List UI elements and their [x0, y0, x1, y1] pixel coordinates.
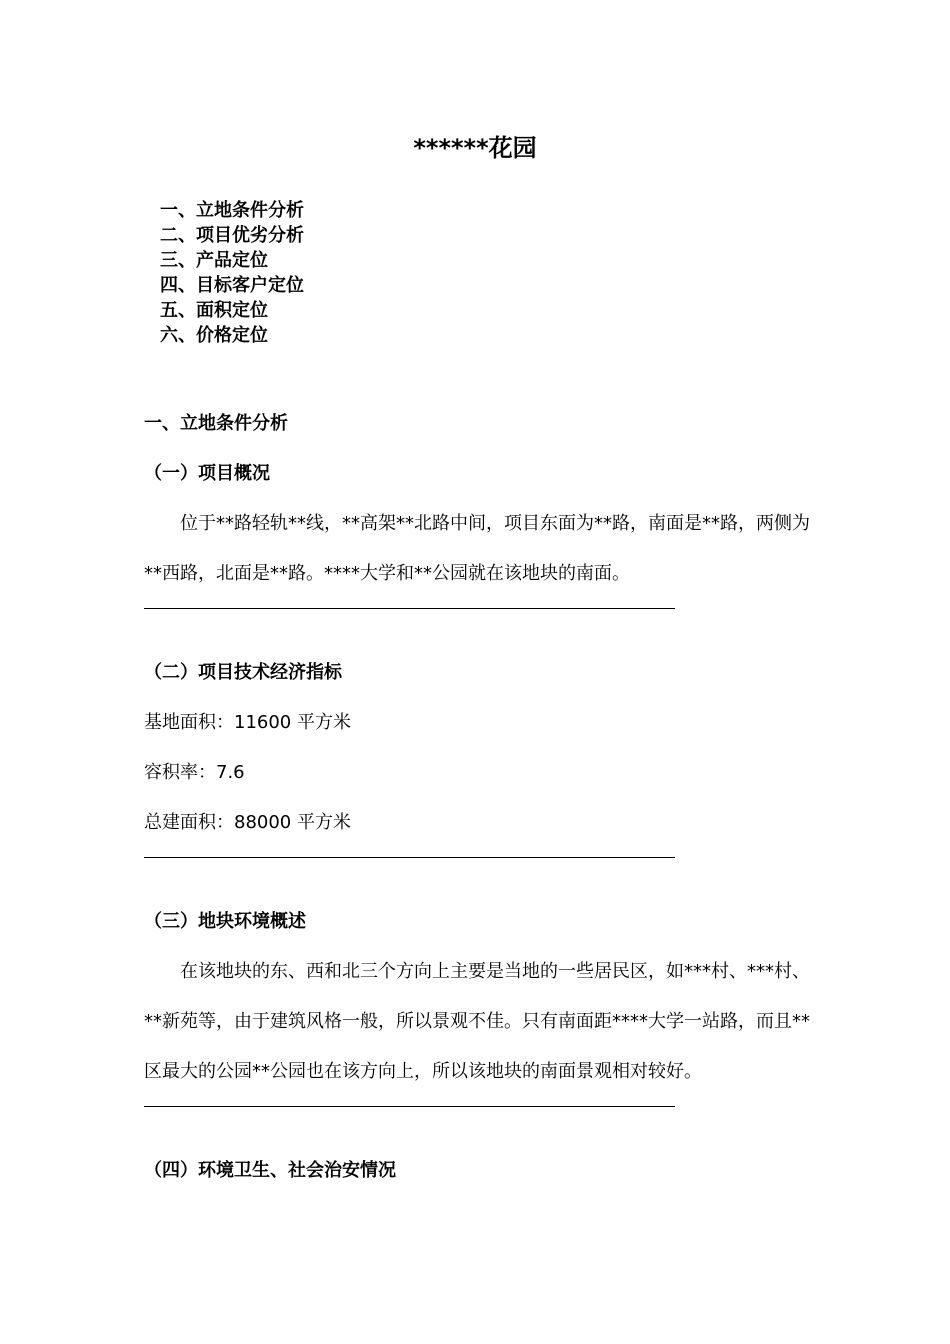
toc-item-4: 四、目标客户定位	[160, 275, 304, 296]
toc-item-6: 六、价格定位	[160, 325, 268, 346]
document-title: ******花园	[413, 134, 537, 162]
divider-line	[144, 857, 675, 858]
subsection-heading-overview: （一）项目概况	[144, 463, 270, 484]
toc-item-5: 五、面积定位	[160, 300, 268, 321]
divider-line	[144, 608, 675, 609]
toc-item-3: 三、产品定位	[160, 250, 268, 271]
toc-item-2: 二、项目优劣分析	[160, 225, 304, 246]
overview-paragraph: 位于**路轻轨**线，**高架**北路中间，项目东面为**路，南面是**路，两侧为**西路，北面是**路。****大学和**公园就在该地块的南面。	[144, 513, 810, 584]
toc-item-1: 一、立地条件分析	[160, 200, 304, 221]
subsection-heading-sanitation-security: （四）环境卫生、社会治安情况	[144, 1160, 396, 1181]
indicator-total-floor-area: 总建面积：88000 平方米	[144, 812, 351, 833]
table-of-contents	[160, 198, 304, 348]
divider-line	[144, 1106, 675, 1107]
subsection-heading-environment: （三）地块环境概述	[144, 911, 306, 932]
indicator-site-area: 基地面积：11600 平方米	[144, 712, 351, 733]
indicator-plot-ratio: 容积率：7.6	[144, 762, 245, 783]
environment-paragraph: 在该地块的东、西和北三个方向上主要是当地的一些居民区，如***村、***村、**新苑等，由于建筑风格一般，所以景观不佳。只有南面距****大学一站路，而且**区最大的公园**公园也在该方向上，所以该地块的南面景观相对较好。	[144, 961, 810, 1082]
section-heading: 一、立地条件分析	[144, 413, 288, 434]
subsection-heading-indicators: （二）项目技术经济指标	[144, 662, 342, 683]
